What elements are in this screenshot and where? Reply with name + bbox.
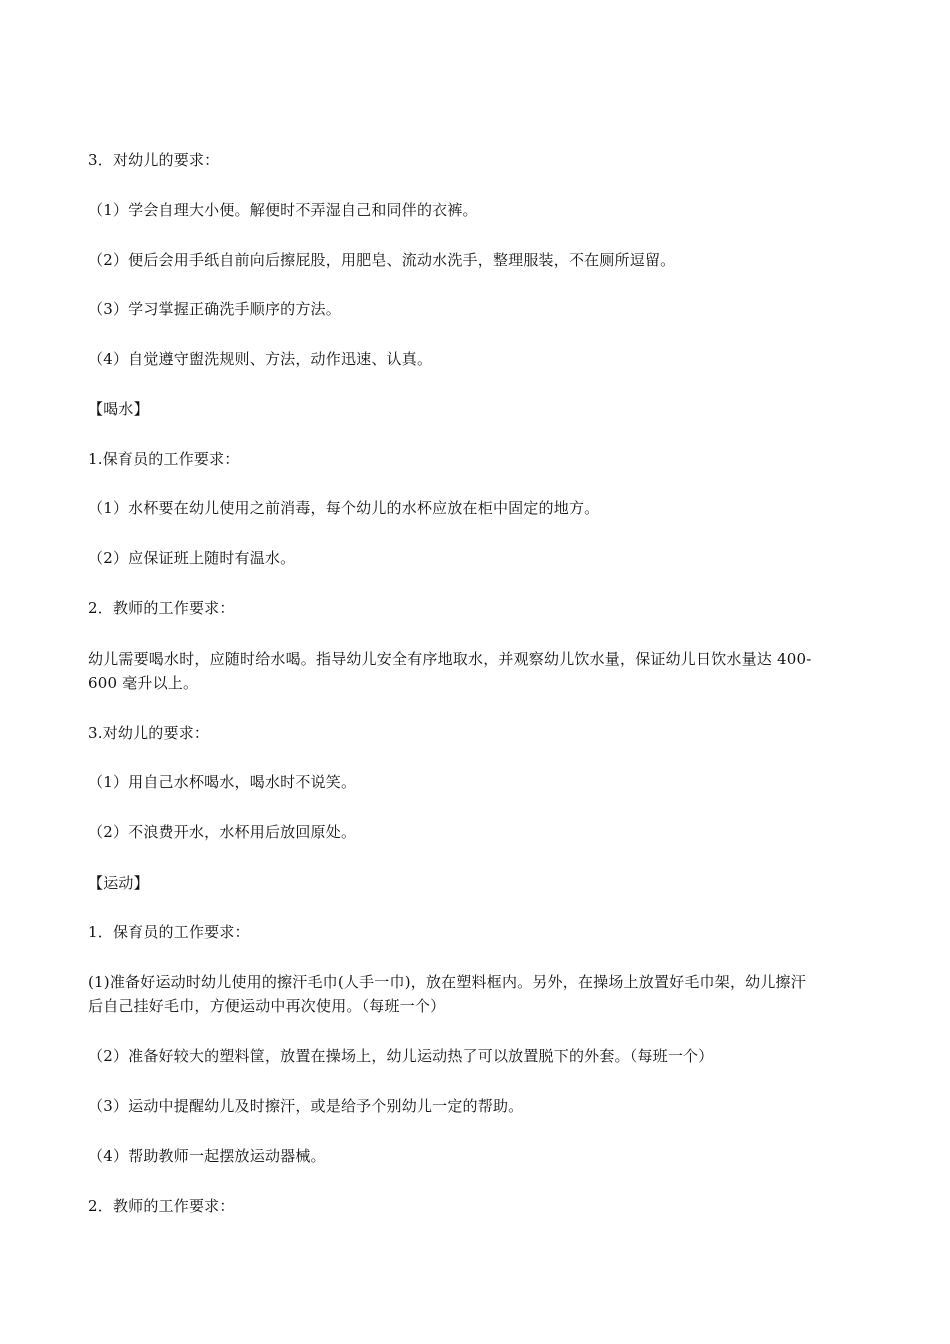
list-item: （2）应保证班上随时有温水。 [88, 549, 296, 567]
list-item: （3）学习掌握正确洗手顺序的方法。 [88, 300, 341, 318]
list-item: （1）学会自理大小便。解便时不弄湿自己和同伴的衣裤。 [88, 201, 478, 219]
list-item: （3）运动中提醒幼儿及时擦汗，或是给予个别幼儿一定的帮助。 [88, 1097, 524, 1115]
section-heading-teacher-requirements: 2．教师的工作要求： [88, 599, 235, 617]
body-paragraph: 幼儿需要喝水时，应随时给水喝。指导幼儿安全有序地取水，并观察幼儿饮水量，保证幼儿日饮水量达 400- 600 毫升以上。 [88, 650, 812, 692]
list-item: （1）水杯要在幼儿使用之前消毒，每个幼儿的水杯应放在柜中固定的地方。 [88, 499, 600, 517]
section-heading-caregiver-requirements: 1．保育员的工作要求： [88, 923, 250, 941]
list-item: (1)准备好运动时幼儿使用的擦汗毛巾(人手一巾)，放在塑料框内。另外，在操场上放置好毛巾架，幼儿擦汗 后自己挂好毛巾，方便运动中再次使用。（每班一个） [88, 973, 806, 1015]
section-heading-child-requirements: 3.对幼儿的要求： [88, 724, 210, 742]
section-heading-teacher-requirements: 2．教师的工作要求： [88, 1197, 235, 1215]
list-item: （1）用自己水杯喝水，喝水时不说笑。 [88, 773, 357, 791]
list-item: （4）帮助教师一起摆放运动器械。 [88, 1147, 326, 1165]
list-item: （4）自觉遵守盥洗规则、方法，动作迅速、认真。 [88, 350, 433, 368]
section-title-exercise: 【运动】 [88, 874, 149, 892]
section-heading-caregiver-requirements: 1.保育员的工作要求： [88, 450, 240, 468]
list-item: （2）便后会用手纸自前向后擦屁股，用肥皂、流动水洗手，整理服装，不在厕所逗留。 [88, 251, 676, 269]
section-heading-child-requirements: 3．对幼儿的要求： [88, 151, 220, 169]
list-item: （2）不浪费开水，水杯用后放回原处。 [88, 823, 357, 841]
section-title-drinking: 【喝水】 [88, 400, 149, 418]
list-item: （2）准备好较大的塑料筐，放置在操场上，幼儿运动热了可以放置脱下的外套。（每班一个） [88, 1047, 714, 1065]
